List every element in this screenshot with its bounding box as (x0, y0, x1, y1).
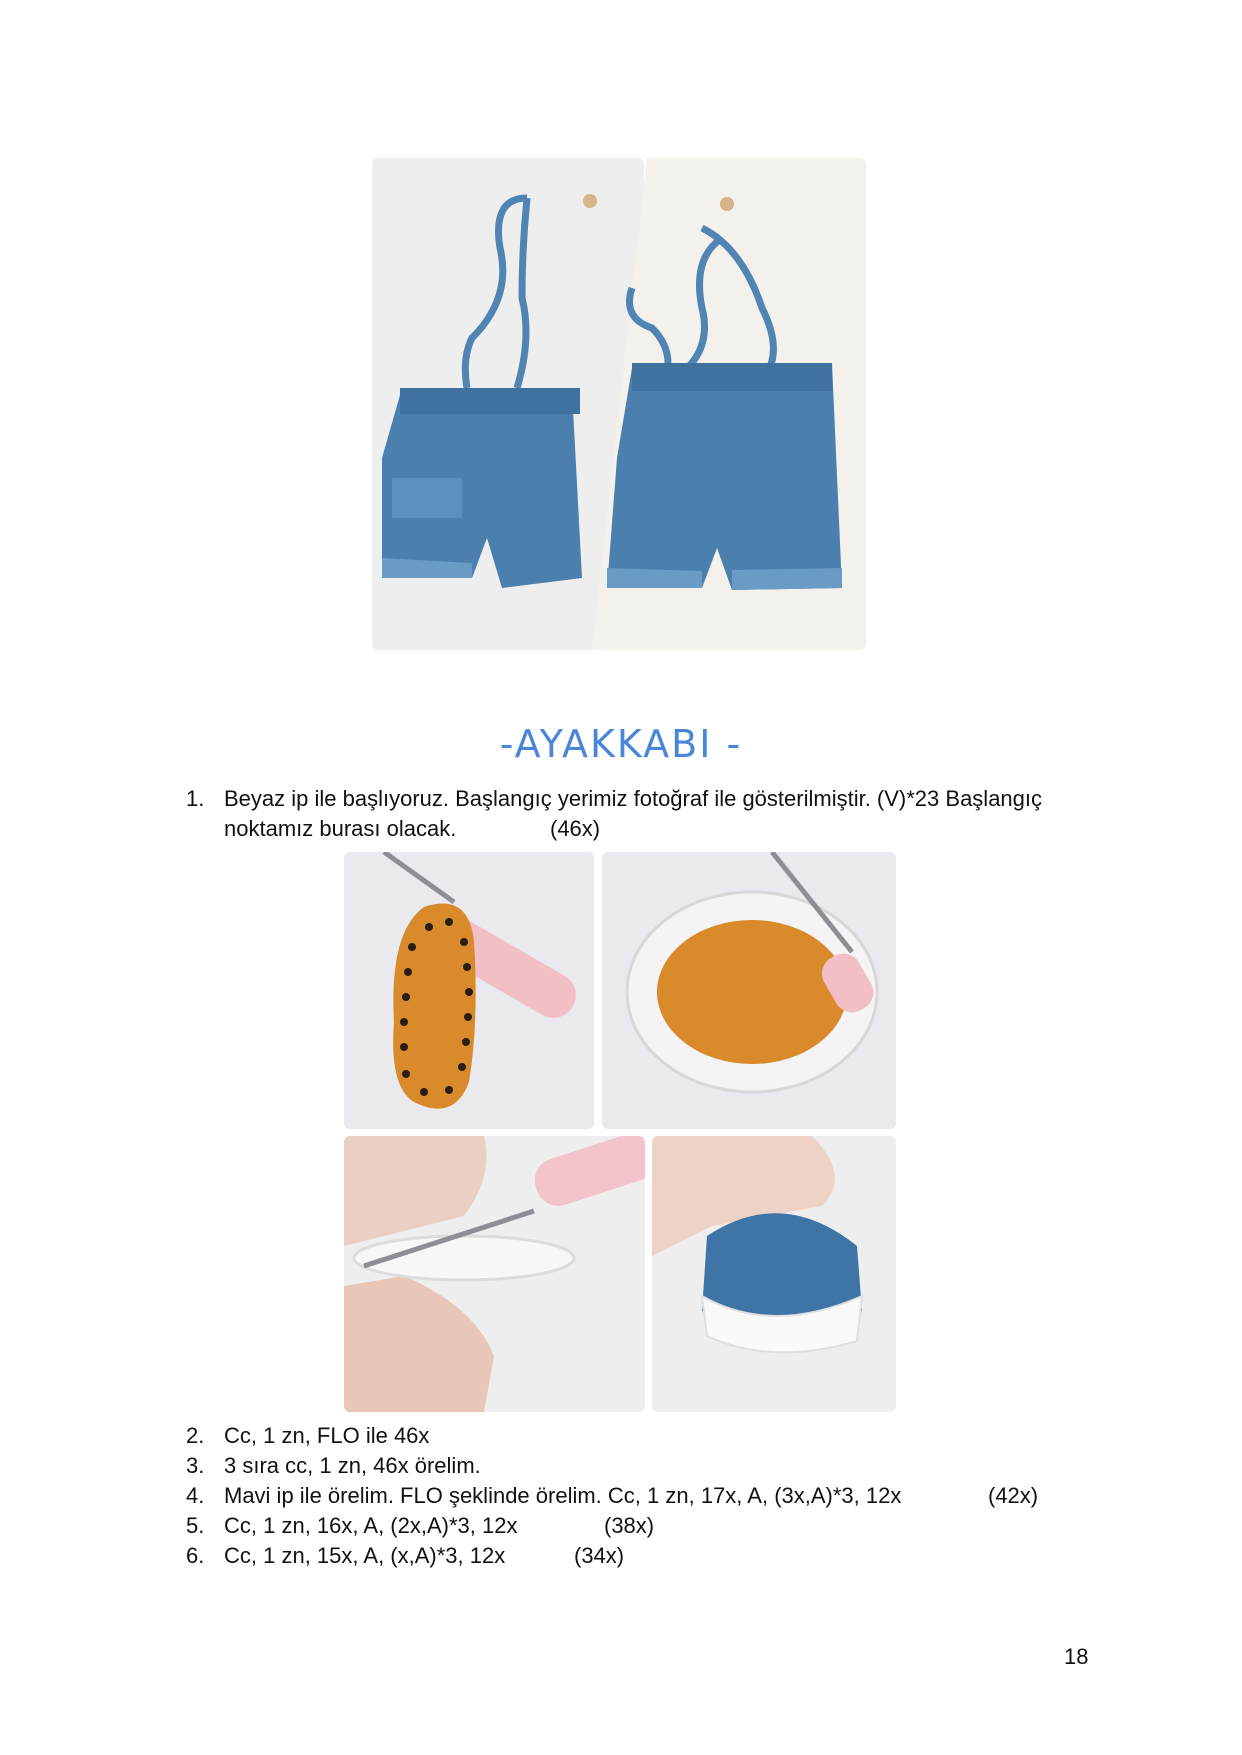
shoe-photo-3 (344, 1136, 645, 1412)
step-number: 6. (186, 1543, 205, 1568)
shoe-photo-2 (602, 852, 896, 1129)
blue-top-white-sole-image (652, 1136, 896, 1412)
step-number: 1. (186, 786, 205, 811)
step-number: 4. (186, 1483, 205, 1508)
shoe-photo-1 (344, 852, 594, 1129)
step-2 (186, 1421, 1086, 1451)
step-text: Mavi ip ile örelim. FLO şeklinde örelim. Cc, 1 zn, 17x, A, (3x,A)*3, 12x (224, 1483, 902, 1508)
step-5 (186, 1511, 1086, 1541)
step-number: 2. (186, 1423, 205, 1448)
step-text-line-1: Beyaz ip ile başlıyoruz. Başlangıç yerimiz fotoğraf ile gösterilmiştir. (V)*23 Başlangıç (224, 786, 1043, 811)
step-text: Cc, 1 zn, 16x, A, (2x,A)*3, 12x (224, 1513, 518, 1538)
step-6 (186, 1541, 1086, 1571)
step-count: (34x) (574, 1543, 625, 1568)
step-text-line-2: noktamız burası olacak. (224, 816, 457, 841)
crocheted-shorts-back-image (592, 158, 866, 650)
step-count: (38x) (604, 1513, 655, 1538)
step-count: (42x) (988, 1483, 1039, 1508)
sole-with-white-stitches-image (602, 852, 896, 1129)
step-number: 3. (186, 1453, 205, 1478)
page-number: 18 (1064, 1644, 1089, 1669)
step-number: 5. (186, 1513, 205, 1538)
leather-sole-with-hook-image (344, 852, 594, 1129)
step-3 (186, 1451, 1086, 1481)
white-rounds-with-hook-image (344, 1136, 645, 1412)
step-1 (186, 784, 1086, 844)
step-4 (186, 1481, 1086, 1511)
step-text: 3 sıra cc, 1 zn, 46x örelim. (224, 1453, 481, 1478)
step-text: Cc, 1 zn, FLO ile 46x (224, 1423, 430, 1448)
step-text: Cc, 1 zn, 15x, A, (x,A)*3, 12x (224, 1543, 506, 1568)
step-count: (46x) (550, 816, 601, 841)
pants-photo-right (592, 158, 866, 650)
shoe-photo-4 (652, 1136, 896, 1412)
section-title: -AYAKKABI - (499, 722, 743, 766)
